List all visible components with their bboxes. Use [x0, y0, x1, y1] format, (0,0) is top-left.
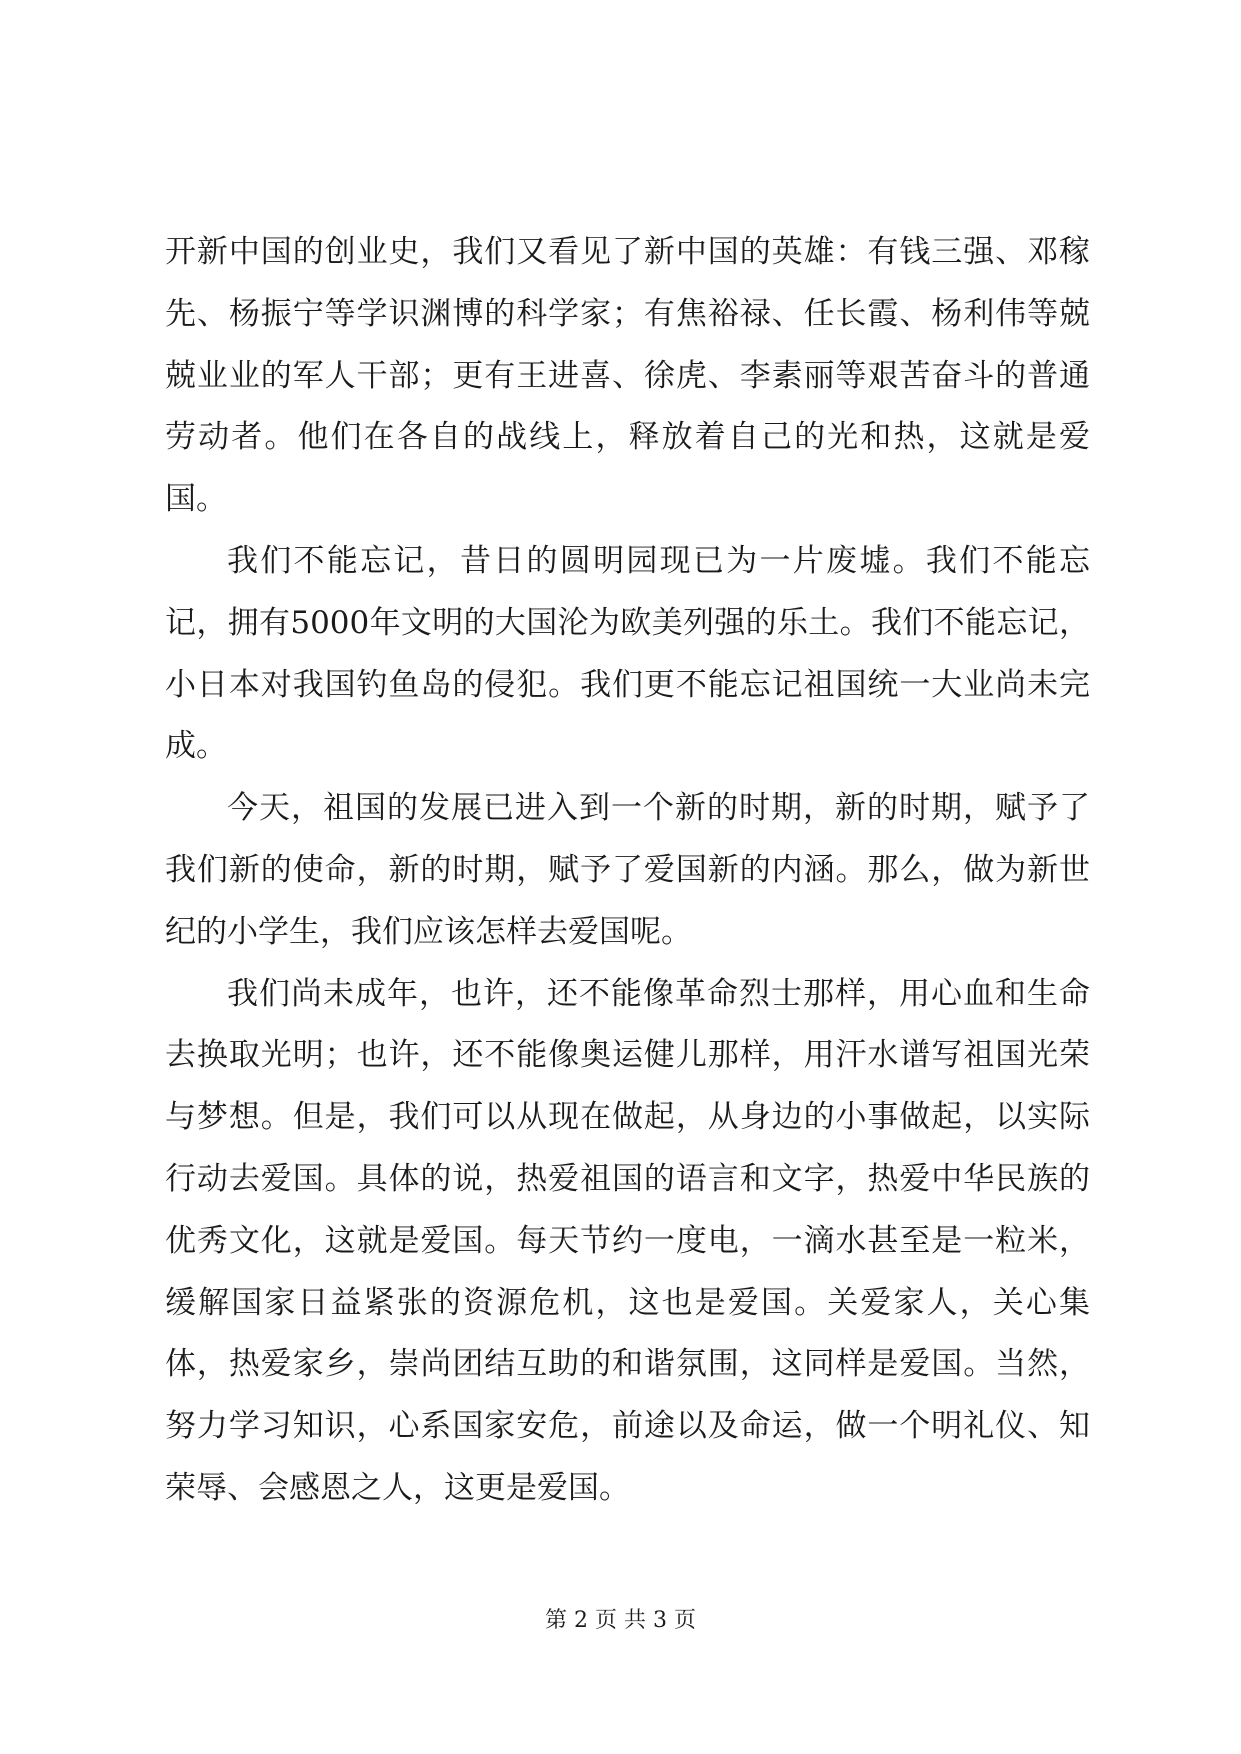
paragraph-4: 我们尚未成年，也许，还不能像革命烈士那样，用心血和生命去换取光明；也许，还不能像奥运健儿那样，用汗水谱写祖国光荣与梦想。但是，我们可以从现在做起，从身边的小事做起，以实际行动去爱国。具体的说，热爱祖国的语言和文字，热爱中华民族的优秀文化，这就是爱国。每天节约一度电，一滴水甚至是一粒米，缓解国家日益紧张的资源危机，这也是爱国。关爱家人，关心集体，热爱家乡，崇尚团结互助的和谐氛围，这同样是爱国。当然，努力学习知识，心系国家安危，前途以及命运，做一个明礼仪、知荣辱、会感恩之人，这更是爱国。 [165, 975, 1090, 1506]
paragraph-2: 我们不能忘记，昔日的圆明园现已为一片废墟。我们不能忘记，拥有5000年文明的大国沦为欧美列强的乐土。我们不能忘记，小日本对我国钓鱼岛的侵犯。我们更不能忘记祖国统一大业尚未完成。 [165, 542, 1090, 765]
paragraph-3: 今天，祖国的发展已进入到一个新的时期，新的时期，赋予了我们新的使命，新的时期，赋予了爱国新的内涵。那么，做为新世纪的小学生，我们应该怎样去爱国呢。 [165, 790, 1090, 950]
page-footer: 第 2 页 共 3 页 [545, 1608, 696, 1633]
document-body [165, 222, 1090, 1520]
paragraph-1: 开新中国的创业史，我们又看见了新中国的英雄：有钱三强、邓稼先、杨振宁等学识渊博的科学家；有焦裕禄、任长霞、杨利伟等兢兢业业的军人干部；更有王进喜、徐虎、李素丽等艰苦奋斗的普通劳动者。他们在各自的战线上，释放着自己的光和热，这就是爱国。 [165, 234, 1090, 518]
